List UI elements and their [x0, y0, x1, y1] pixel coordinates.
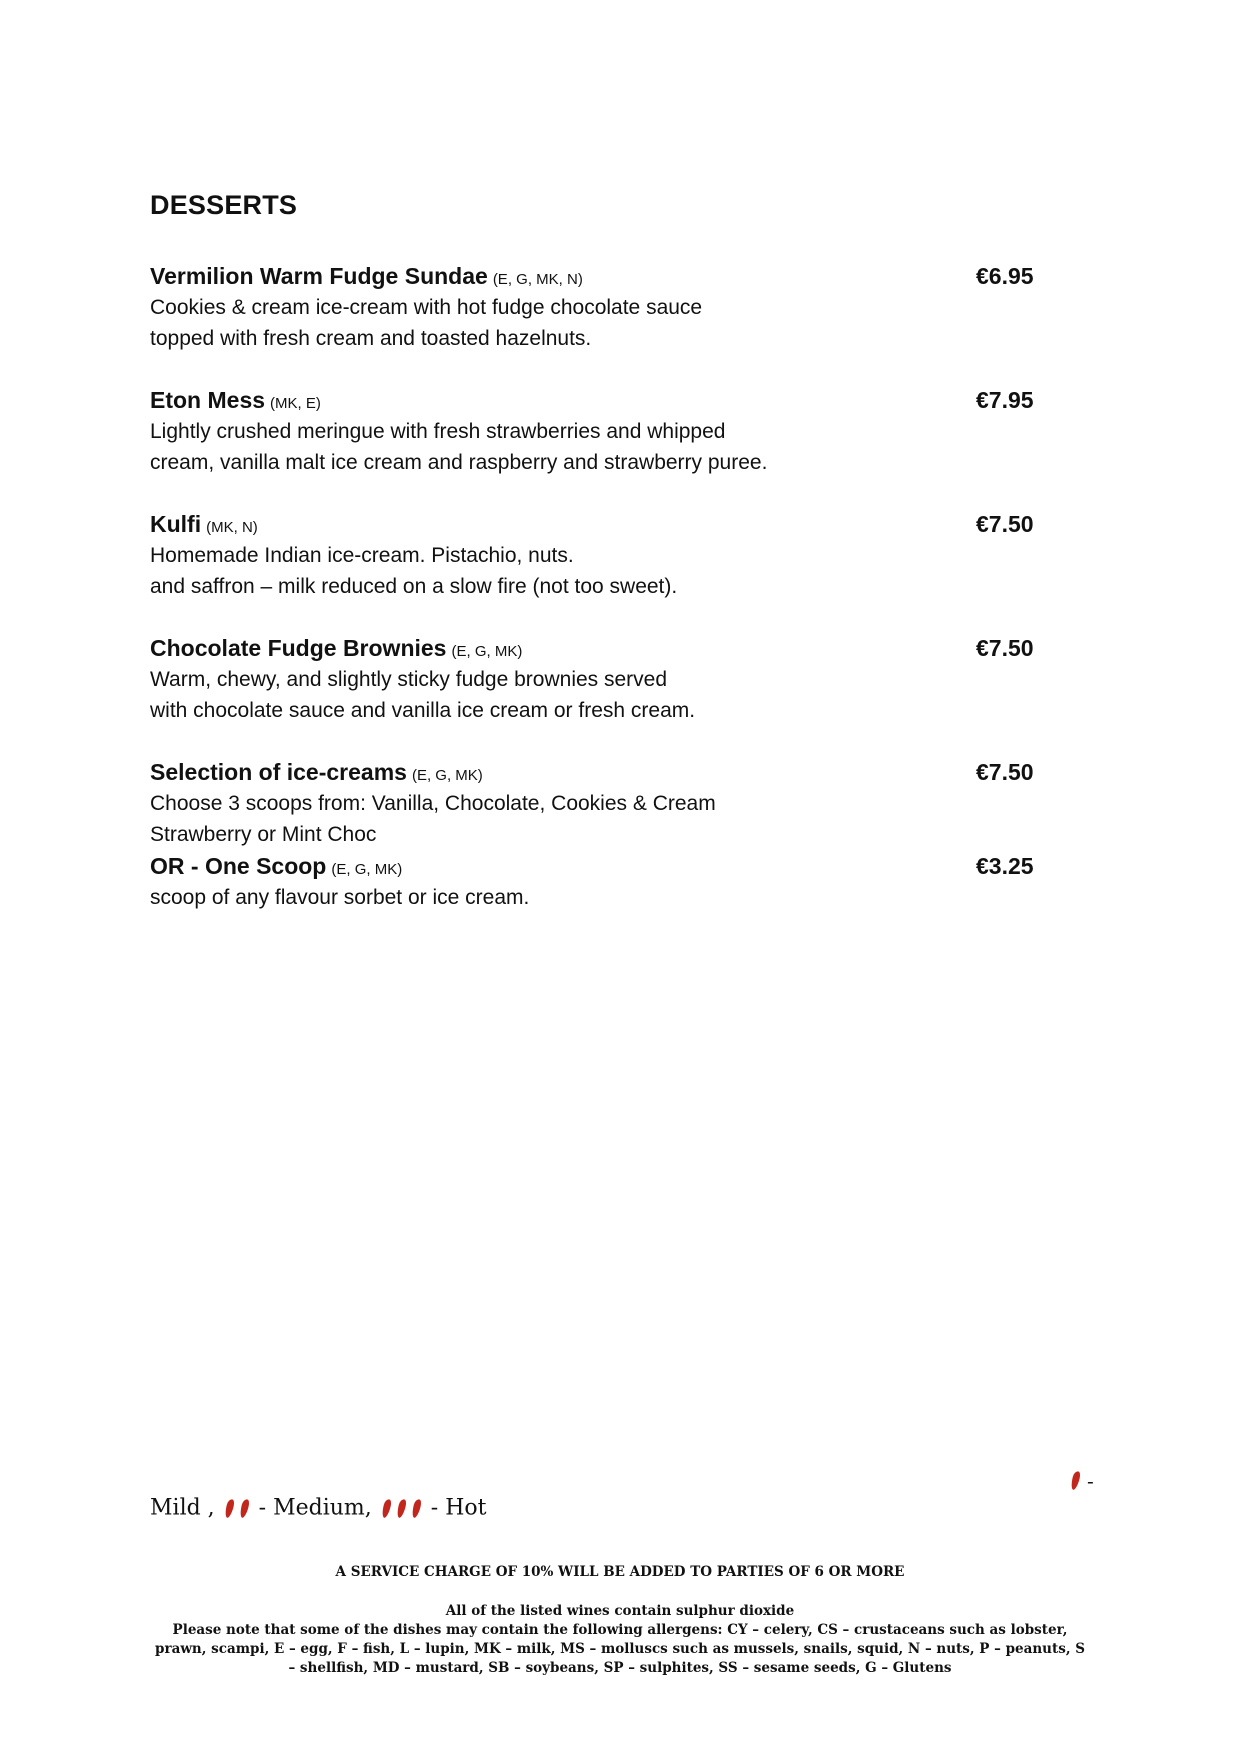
item-allergens: (E, G, MK)	[331, 861, 403, 878]
item-price: €7.95	[976, 387, 1034, 413]
item-header	[150, 260, 1050, 292]
menu-item	[150, 632, 1050, 726]
item-allergens: (MK, E)	[270, 395, 321, 412]
item-description-line: Lightly crushed meringue with fresh strawberries and whipped	[150, 420, 726, 443]
item-price: €7.50	[976, 511, 1034, 537]
item-price: €3.25	[976, 853, 1034, 879]
chili-icon	[411, 1498, 422, 1518]
section-title: DESSERTS	[150, 190, 298, 220]
chili-icon	[238, 1498, 249, 1518]
item-description-line: Homemade Indian ice-cream. Pistachio, nuts.	[150, 544, 574, 567]
item-name: Eton Mess	[150, 387, 266, 413]
item-description-line: topped with fresh cream and toasted hazelnuts.	[150, 327, 592, 350]
item-description-line: Warm, chewy, and slightly sticky fudge brownies served	[150, 668, 668, 691]
legend-medium: - Medium,	[258, 1495, 372, 1521]
item-description-line: scoop of any flavour sorbet or ice cream.	[150, 886, 530, 909]
chili-icon	[223, 1498, 234, 1518]
item-description-line: Choose 3 scoops from: Vanilla, Chocolate, Cookies & Cream	[150, 792, 716, 815]
legend-hot: - Hot	[430, 1495, 487, 1521]
item-price: €6.95	[976, 263, 1034, 289]
chili-icon	[396, 1498, 407, 1518]
menu-item	[150, 260, 1050, 354]
chili-icon	[381, 1498, 392, 1518]
item-name: Kulfi	[150, 511, 202, 537]
service-charge-notice: A SERVICE CHARGE OF 10% WILL BE ADDED TO PARTIES OF 6 OR MORE	[335, 1564, 905, 1580]
item-allergens: (MK, N)	[206, 519, 258, 536]
item-header	[150, 850, 1050, 882]
item-description-line: Strawberry or Mint Choc	[150, 823, 377, 846]
menu-item	[150, 384, 1050, 478]
item-header	[150, 508, 1050, 540]
item-name: Selection of ice-creams	[150, 759, 407, 785]
spice-legend	[150, 1495, 487, 1521]
mild-chili-marker	[1068, 1469, 1094, 1493]
legend-mild: Mild ,	[150, 1495, 215, 1521]
item-price: €7.50	[976, 635, 1034, 661]
item-name: Chocolate Fudge Brownies	[150, 635, 447, 661]
item-allergens: (E, G, MK)	[411, 767, 483, 784]
item-price: €7.50	[976, 759, 1034, 785]
item-description-line: Cookies & cream ice-cream with hot fudge chocolate sauce	[150, 296, 703, 319]
item-header	[150, 384, 1050, 416]
item-description-line: with chocolate sauce and vanilla ice cream or fresh cream.	[150, 699, 696, 722]
mild-dash: -	[1087, 1469, 1094, 1493]
item-allergens: (E, G, MK)	[451, 643, 523, 660]
menu-item	[150, 850, 1050, 913]
item-header	[150, 756, 1050, 788]
item-allergens: (E, G, MK, N)	[492, 271, 583, 288]
item-description-line: and saffron – milk reduced on a slow fire (not too sweet).	[150, 575, 678, 598]
chili-icon	[1070, 1470, 1081, 1490]
item-header	[150, 632, 1050, 664]
menu-item	[150, 756, 1050, 850]
wines-sulphur-notice: All of the listed wines contain sulphur dioxide	[445, 1603, 795, 1619]
item-prefix: OR -	[150, 853, 205, 879]
item-name: One Scoop	[204, 853, 327, 879]
item-description-line: cream, vanilla malt ice cream and raspberry and strawberry puree.	[150, 451, 768, 474]
item-name: Vermilion Warm Fudge Sundae	[150, 263, 488, 289]
allergen-notice: Please note that some of the dishes may contain the following allergens: CY – celery, CS – crustaceans such as lobster, prawn, scampi, E – egg, F – fish, L – lupin, MK – milk, MS – molluscs such as mussels, snails, squid, N – nuts, P – peanuts, S – shellfish, MD – mustard, SB – soybeans, SP – sulphites, SS – sesame seeds, G – Glutens	[155, 1622, 1085, 1676]
menu-item	[150, 508, 1050, 602]
